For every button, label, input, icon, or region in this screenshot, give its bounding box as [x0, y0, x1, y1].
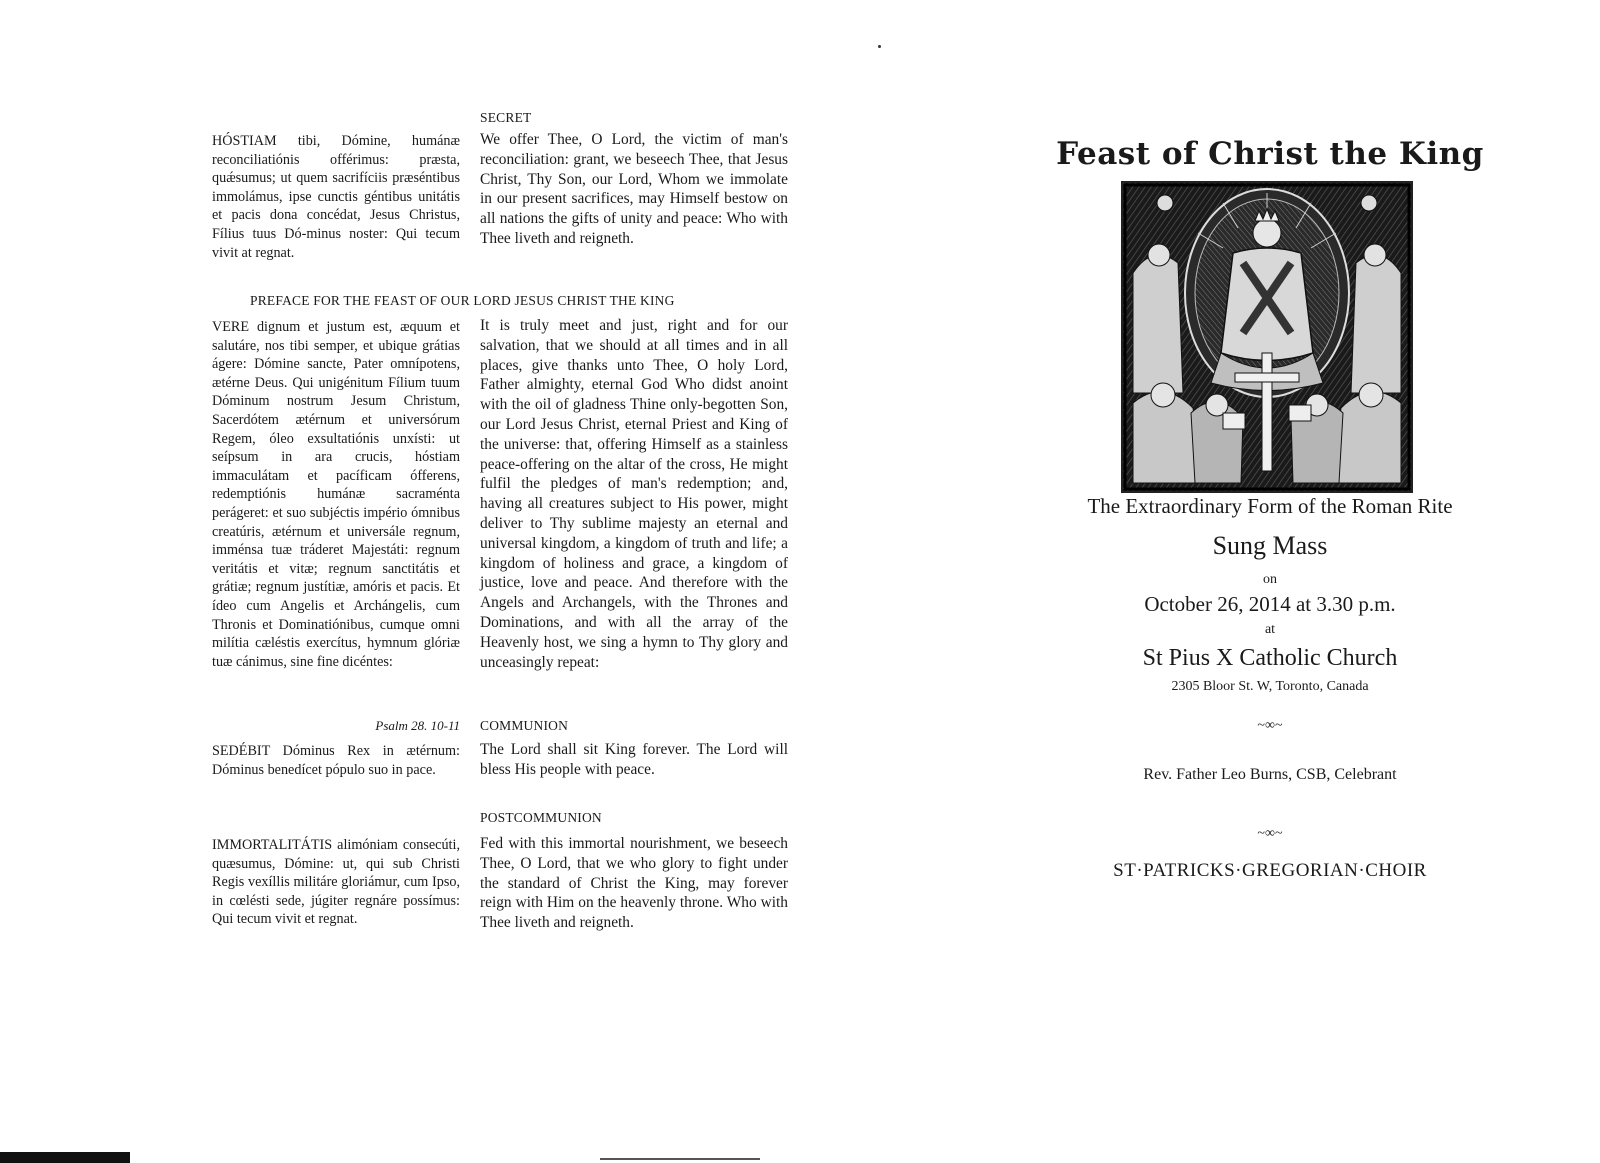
church-name: St Pius X Catholic Church [1142, 645, 1398, 671]
woodcut-drawing [1123, 183, 1411, 491]
communion-english: The Lord shall sit King forever. The Lord will bless His people with peace. [480, 741, 788, 778]
mass-date: October 26, 2014 at 3.30 p.m. [1144, 592, 1396, 616]
church-address: 2305 Bloor St. W, Toronto, Canada [1171, 679, 1369, 694]
secret-latin: HÓSTIAM tibi, Dómine, humánæ reconciliatiónis offérimus: præsta, quǽsumus; ut quem sacrifíciis præséntibus immolámus, ipse cunctis géntibus unitátis et pacis dona concédat, Jesus Christus, Fílius tuus Dó-minus noster: Qui tecum vivit at regnat. [212, 133, 460, 261]
scan-line [600, 1158, 760, 1160]
scan-edge [0, 1152, 130, 1163]
mass-type: Sung Mass [1212, 531, 1328, 560]
communion-heading: COMMUNION [480, 718, 569, 733]
scan-speck [878, 45, 881, 48]
choir-name: ST·PATRICKS·GREGORIAN·CHOIR [1113, 860, 1427, 881]
postcommunion-english: Fed with this immortal nourishment, we beseech Thee, O Lord, that we who glory to fight under the standard of Christ the King, may forever reign with Him on the heavenly throne. Who with Thee liveth and reigneth. [480, 835, 788, 932]
on-label: on [1263, 572, 1277, 587]
communion-ref: Psalm 28. 10-11 [375, 718, 460, 733]
rite-form: The Extraordinary Form of the Roman Rite [1087, 494, 1453, 518]
secret-heading: SECRET [480, 110, 532, 125]
preface-heading: PREFACE FOR THE FEAST OF OUR LORD JESUS CHRIST THE KING [250, 293, 675, 308]
postcommunion-latin: IMMORTALITÁTIS alimóniam consecúti, quæsumus, Dómine: ut, qui sub Christi Regis vexíllis militáre gloriámur, cum Ipso, in cœlésti sede, júgiter regnáre possímus: Qui tecum vivit et regnat. [212, 837, 460, 928]
postcommunion-heading: POSTCOMMUNION [480, 810, 602, 825]
communion-latin: SEDÉBIT Dóminus Rex in ætérnum: Dóminus benedícet pópulo suo in pace. [212, 743, 460, 778]
ornament-divider-icon: ~∞~ [1257, 826, 1283, 841]
at-label: at [1264, 622, 1276, 637]
preface-english: It is truly meet and just, right and for our salvation, that we should at all times and in all places, give thanks unto Thee, O holy Lord, Father almighty, eternal God Who didst anoint with the oil of gladness Thine only-begotten Son, our Lord Jesus Christ, eternal Priest and King of the universe: that, offering Himself as a stainless peace-offering on the altar of the cross, He might fulfil the pledges of man's redemption; and, having all creatures subject to His power, might deliver to Thy sublime majesty an eternal and universal kingdom, a kingdom of truth and life; a kingdom of holiness and grace, a kingdom of justice, love and peace. And therefore with the Angels and Archangels, with the Thrones and Dominations, and with all the array of the Heavenly host, we sing a hymn to Thy glory and unceasingly repeat: [480, 317, 788, 671]
christ-the-king-woodcut-icon [1121, 181, 1413, 493]
feast-title: Feast of Christ the King [1056, 136, 1484, 172]
celebrant: Rev. Father Leo Burns, CSB, Celebrant [1143, 766, 1397, 783]
preface-latin: VERE dignum et justum est, æquum et salutáre, nos tibi semper, et ubique grátias ágere: Dómine sancte, Pater omnípotens, ætérne Deus. Qui unigénitum Fílium tuum Dóminum nostrum Jesum Christum, Sacerdótem ætérnum et universórum Regem, óleo exsultatiónis unxísti: ut seípsum in ara crucis, hóstiam immaculátam et pacíficam ófferens, redemptiónis humánæ sacraménta perágeret: et suo subjéctis império ómnibus creatúris, ætérnum et universále regnum, imménsa tuæ tráderet Majestáti: regnum veritátis et vitæ; regnum sanctitátis et grátiæ; regnum justítiæ, amóris et pacis. Et ídeo cum Angelis et Archángelis, cum Thronis et Dominatiónibus, cumque omni milítia cæléstis exercítus, hymnum glóriæ tuæ cánimus, sine fine dicéntes: [212, 319, 460, 670]
secret-english: We offer Thee, O Lord, the victim of man's reconciliation: grant, we beseech Thee, that Jesus Christ, Thy Son, our Lord, Whom we immolate in our present sacrifices, may Himself bestow on all nations the gifts of unity and peace: Who with Thee liveth and reigneth. [480, 131, 788, 247]
ornament-divider-icon: ~∞~ [1257, 718, 1283, 733]
